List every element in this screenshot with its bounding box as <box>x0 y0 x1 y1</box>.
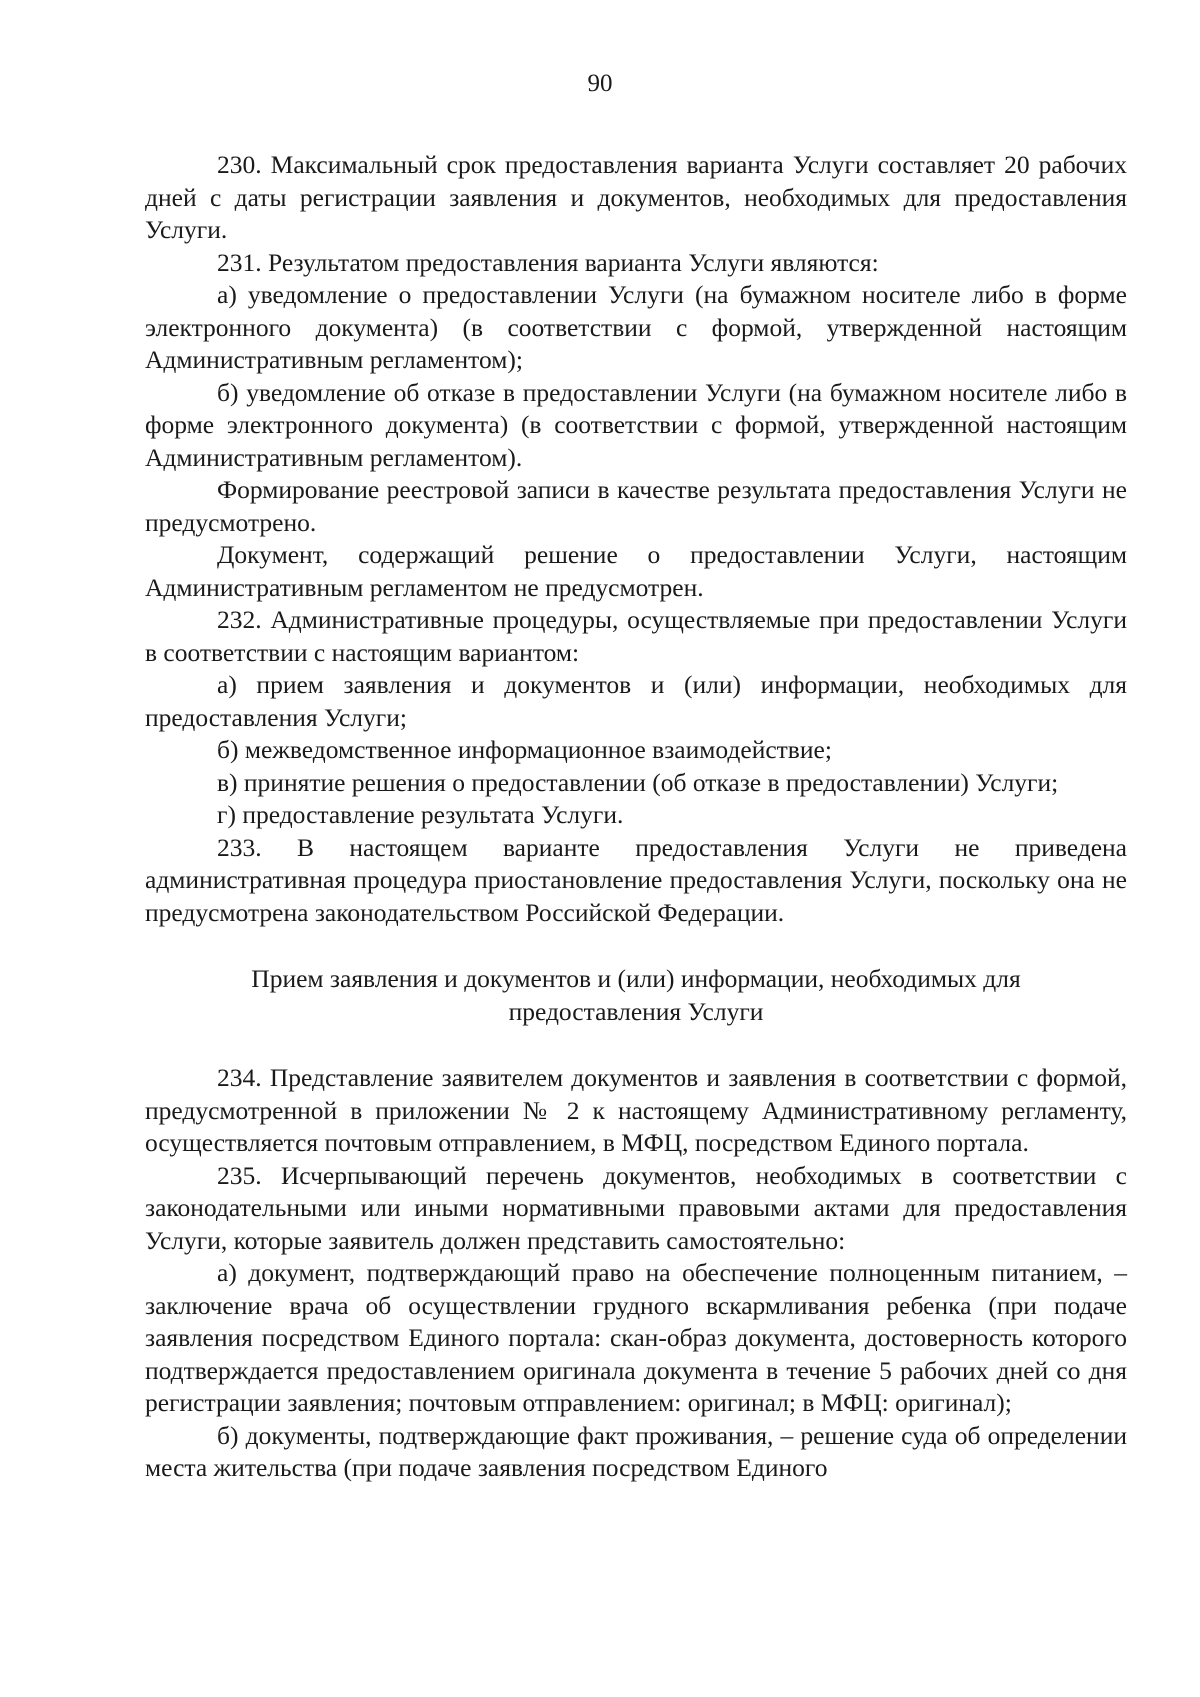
paragraph-233: 233. В настоящем варианте предоставления Услуги не приведена административная процедура приостановление предоставления Услуги, поскольку она не предусмотрена законодательством Российской Федерации. <box>145 832 1127 927</box>
paragraph-235: 235. Исчерпывающий перечень документов, необходимых в соответствии с законодательными или иными нормативными правовыми актами для предоставления Услуги, которые заявитель должен представить самостоятельно: <box>145 1160 1127 1255</box>
paragraph-234: 234. Представление заявителем документов и заявления в соответствии с формой, предусмотренной в приложении № 2 к настоящему Административному регламенту, осуществляется почтовым отправлением, в МФЦ, посредством Единого портала. <box>145 1063 1127 1157</box>
paragraph-232-b: б) межведомственное информационное взаимодействие; <box>217 735 832 764</box>
page-number: 90 <box>587 70 613 97</box>
paragraph-235-a: а) документ, подтверждающий право на обеспечение полноценным питанием, – заключение врача об осуществлении грудного вскармливания ребенка (при подаче заявления посредством Единого портала: скан-образ документа, достоверность которого подтверждается предоставлением оригинала документа в течение 5 рабочих дней со дня регистрации заявления; почтовым отправлением: оригинал; в МФЦ: оригинал); <box>145 1258 1127 1417</box>
section-heading: Прием заявления и документов и (или) информации, необходимых для предоставления Услуги <box>251 964 1021 1026</box>
paragraph-231-a: а) уведомление о предоставлении Услуги (на бумажном носителе либо в форме электронного документа) (в соответствии с формой, утвержденной настоящим Административным регламентом); <box>145 280 1127 374</box>
paragraph-232-g: г) предоставление результата Услуги. <box>217 800 624 829</box>
paragraph-registry-note: Формирование реестровой записи в качестве результата предоставления Услуги не предусмотрено. <box>145 475 1127 537</box>
paragraph-decision-note: Документ, содержащий решение о предоставлении Услуги, настоящим Административным регламентом не предусмотрен. <box>145 540 1127 602</box>
paragraph-231: 231. Результатом предоставления варианта Услуги являются: <box>217 247 879 277</box>
paragraph-232-a: а) прием заявления и документов и (или) информации, необходимых для предоставления Услуги; <box>145 670 1127 732</box>
paragraph-232: 232. Административные процедуры, осуществляемые при предоставлении Услуги в соответствии с настоящим вариантом: <box>145 605 1127 667</box>
paragraph-235-b: б) документы, подтверждающие факт проживания, – решение суда об определении места жительства (при подаче заявления посредством Единого <box>145 1420 1127 1482</box>
paragraph-230: 230. Максимальный срок предоставления варианта Услуги составляет 20 рабочих дней с даты регистрации заявления и документов, необходимых для предоставления Услуги. <box>145 150 1127 244</box>
document-body <box>145 149 1127 1485</box>
paragraph-232-v: в) принятие решения о предоставлении (об отказе в предоставлении) Услуги; <box>217 767 1059 797</box>
paragraph-231-b: б) уведомление об отказе в предоставлении Услуги (на бумажном носителе либо в форме электронного документа) (в соответствии с формой, утвержденной настоящим Административным регламентом). <box>145 377 1127 472</box>
